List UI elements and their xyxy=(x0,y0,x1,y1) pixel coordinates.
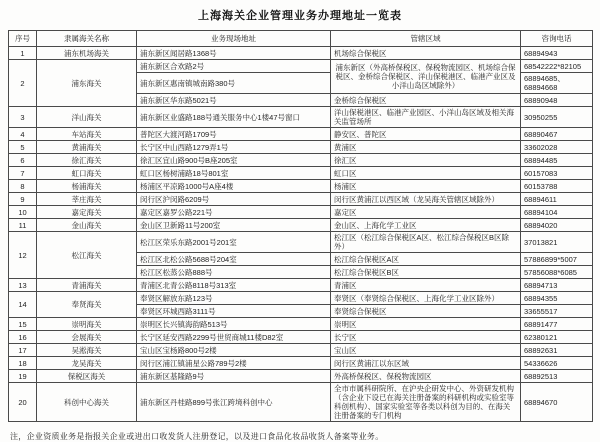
cell-address: 长宁区延安西路2299号世贸商城11楼D82室 xyxy=(137,331,331,344)
cell-phone: 68894685、68894668 xyxy=(521,73,593,94)
cell-address: 奉贤区环城西路3111号 xyxy=(137,305,331,318)
cell-customs-name: 金山海关 xyxy=(37,219,137,232)
table-row xyxy=(9,357,593,370)
cell-address: 青浦区北青公路8118号313室 xyxy=(137,279,331,292)
table-row xyxy=(9,292,593,305)
cell-region: 宝山区 xyxy=(331,344,521,357)
cell-phone: 68892631 xyxy=(521,344,593,357)
cell-seq: 9 xyxy=(9,193,37,206)
cell-region: 闵行区黄浦江以西区域（龙吴海关管辖区域除外） xyxy=(331,193,521,206)
footnote: 注，企业资质业务是指报关企业或进出口收发货人注册登记，以及进口食品化妆品收货人备案等业务。 xyxy=(10,432,384,441)
cell-seq: 18 xyxy=(9,357,37,370)
cell-address: 虹口区杨树浦路18号801室 xyxy=(137,167,331,180)
page-title: 上海海关企业管理业务办理地址一览表 xyxy=(198,10,402,22)
cell-address: 浦东新区闻居路1368号 xyxy=(137,47,331,60)
cell-seq: 13 xyxy=(9,279,37,292)
cell-region: 全市市属科研院所、在沪央企研发中心、外资研发机构（含企业下设已在海关注册备案的科研机构或实验室等科创机构）、国家实验室等各类以科创为目的、在海关注册备案的专门机构 xyxy=(331,383,521,422)
table-row xyxy=(9,331,593,344)
cell-phone: 68894713 xyxy=(521,279,593,292)
cell-region: 松江综合保税区A区 xyxy=(331,253,521,266)
table-body xyxy=(9,47,593,422)
cell-region: 浦东新区（外高桥保税区、保税物流园区、机场综合保税区、金桥综合保税区、洋山保税港区、临港产业区及小洋山岛区域除外） xyxy=(331,60,521,94)
cell-address: 奉贤区解放东路123号 xyxy=(137,292,331,305)
cell-seq: 10 xyxy=(9,206,37,219)
cell-customs-name: 会展海关 xyxy=(37,331,137,344)
cell-phone: 68894020 xyxy=(521,219,593,232)
cell-phone: 30950255 xyxy=(521,107,593,128)
cell-region: 洋山保税港区、临港产业园区、小洋山岛区域及相关海关监管场所 xyxy=(331,107,521,128)
cell-region: 机场综合保税区 xyxy=(331,47,521,60)
cell-seq: 19 xyxy=(9,370,37,383)
cell-address: 浦东新区合欢路2号 xyxy=(137,60,331,73)
cell-seq: 8 xyxy=(9,180,37,193)
cell-seq: 16 xyxy=(9,331,37,344)
header-cell-name: 隶属海关名称 xyxy=(37,31,137,47)
table-row xyxy=(9,279,593,292)
cell-customs-name: 黄浦海关 xyxy=(37,141,137,154)
table-row xyxy=(9,141,593,154)
table-row xyxy=(9,219,593,232)
cell-address: 浦东新区丹桂路899号张江跨境科创中心 xyxy=(137,383,331,422)
cell-phone: 68894104 xyxy=(521,206,593,219)
header-cell-address: 业务现场地址 xyxy=(137,31,331,47)
cell-seq: 7 xyxy=(9,167,37,180)
table-header-row xyxy=(9,31,593,47)
cell-address: 浦东新区华东路5021号 xyxy=(137,94,331,107)
header-cell-region: 管辖区域 xyxy=(331,31,521,47)
cell-region: 虹口区 xyxy=(331,167,521,180)
cell-customs-name: 保税区海关 xyxy=(37,370,137,383)
cell-customs-name: 莘庄海关 xyxy=(37,193,137,206)
table-row xyxy=(9,232,593,253)
cell-address: 松江区北松公路5688号204室 xyxy=(137,253,331,266)
table-row xyxy=(9,370,593,383)
cell-region: 静安区、普陀区 xyxy=(331,128,521,141)
cell-region: 青浦区 xyxy=(331,279,521,292)
cell-address: 长宁区中山西路1279弄1号 xyxy=(137,141,331,154)
cell-customs-name: 科创中心海关 xyxy=(37,383,137,422)
cell-address: 徐汇区宜山路900号B座205室 xyxy=(137,154,331,167)
cell-phone: 33602028 xyxy=(521,141,593,154)
cell-region: 闵行区黄浦江以东区域 xyxy=(331,357,521,370)
cell-address: 闵行区沪闵路6209号 xyxy=(137,193,331,206)
cell-customs-name: 洋山海关 xyxy=(37,107,137,128)
cell-seq: 1 xyxy=(9,47,37,60)
cell-address: 金山区卫新路11号200室 xyxy=(137,219,331,232)
cell-customs-name: 嘉定海关 xyxy=(37,206,137,219)
cell-phone: 62380121 xyxy=(521,331,593,344)
table-row xyxy=(9,167,593,180)
table-row xyxy=(9,60,593,73)
cell-region: 黄浦区 xyxy=(331,141,521,154)
cell-region: 嘉定区 xyxy=(331,206,521,219)
cell-customs-name: 车站海关 xyxy=(37,128,137,141)
cell-region: 崇明区 xyxy=(331,318,521,331)
cell-phone: 33655517 xyxy=(521,305,593,318)
cell-region: 外高桥保税区、保税物流园区 xyxy=(331,370,521,383)
cell-customs-name: 松江海关 xyxy=(37,232,137,279)
cell-phone: 60157083 xyxy=(521,167,593,180)
cell-customs-name: 虹口海关 xyxy=(37,167,137,180)
table-row xyxy=(9,206,593,219)
cell-region: 金山区、上海化学工业区 xyxy=(331,219,521,232)
cell-phone: 68894670 xyxy=(521,383,593,422)
header-cell-phone: 咨询电话 xyxy=(521,31,593,47)
cell-seq: 2 xyxy=(9,60,37,107)
cell-phone: 37013821 xyxy=(521,232,593,253)
cell-phone: 68894943 xyxy=(521,47,593,60)
cell-seq: 20 xyxy=(9,383,37,422)
cell-address: 宝山区宝杨路800号2楼 xyxy=(137,344,331,357)
cell-phone: 57856088*6085 xyxy=(521,266,593,279)
table-row xyxy=(9,107,593,128)
cell-seq: 12 xyxy=(9,232,37,279)
cell-address: 普陀区大渡河路1709号 xyxy=(137,128,331,141)
cell-address: 闵行区浦江镇浦星公路789号2楼 xyxy=(137,357,331,370)
cell-phone: 68894355 xyxy=(521,292,593,305)
cell-phone: 68894611 xyxy=(521,193,593,206)
header-cell-seq: 序号 xyxy=(9,31,37,47)
cell-seq: 15 xyxy=(9,318,37,331)
cell-seq: 6 xyxy=(9,154,37,167)
cell-seq: 14 xyxy=(9,292,37,318)
cell-customs-name: 青浦海关 xyxy=(37,279,137,292)
cell-address: 嘉定区嘉罗公路221号 xyxy=(137,206,331,219)
cell-address: 崇明区长兴镇海韵路513号 xyxy=(137,318,331,331)
cell-region: 奉贤区（奉贤综合保税区、上海化学工业区除外） xyxy=(331,292,521,305)
cell-seq: 4 xyxy=(9,128,37,141)
cell-region: 松江综合保税区B区 xyxy=(331,266,521,279)
cell-phone: 68542222*82105 xyxy=(521,60,593,73)
table-row xyxy=(9,180,593,193)
table-row xyxy=(9,318,593,331)
cell-seq: 3 xyxy=(9,107,37,128)
cell-phone: 68891477 xyxy=(521,318,593,331)
cell-region: 徐汇区 xyxy=(331,154,521,167)
table-row xyxy=(9,128,593,141)
table-row xyxy=(9,383,593,422)
cell-seq: 17 xyxy=(9,344,37,357)
cell-phone: 57886899*5007 xyxy=(521,253,593,266)
cell-customs-name: 徐汇海关 xyxy=(37,154,137,167)
cell-phone: 68894485 xyxy=(521,154,593,167)
cell-region: 杨浦区 xyxy=(331,180,521,193)
cell-region: 松江区（松江综合保税区A区、松江综合保税区B区除外） xyxy=(331,232,521,253)
table-row xyxy=(9,193,593,206)
cell-customs-name: 奉贤海关 xyxy=(37,292,137,318)
cell-phone: 68890467 xyxy=(521,128,593,141)
cell-region: 金桥综合保税区 xyxy=(331,94,521,107)
cell-region: 奉贤综合保税区 xyxy=(331,305,521,318)
table-row xyxy=(9,154,593,167)
cell-address: 浦东新区基隆路9号 xyxy=(137,370,331,383)
cell-phone: 60153788 xyxy=(521,180,593,193)
cell-seq: 5 xyxy=(9,141,37,154)
cell-address: 浦东新区惠南镇城南路380号 xyxy=(137,73,331,94)
cell-customs-name: 吴淞海关 xyxy=(37,344,137,357)
cell-phone: 68892513 xyxy=(521,370,593,383)
cell-customs-name: 浦东机场海关 xyxy=(37,47,137,60)
cell-address: 杨浦区平凉路1000号A座4楼 xyxy=(137,180,331,193)
table-row xyxy=(9,47,593,60)
cell-customs-name: 崇明海关 xyxy=(37,318,137,331)
cell-region: 长宁区 xyxy=(331,331,521,344)
table-row xyxy=(9,344,593,357)
cell-customs-name: 浦东海关 xyxy=(37,60,137,107)
cell-address: 松江区松蒸公路888号 xyxy=(137,266,331,279)
addresses-table xyxy=(8,30,593,422)
cell-address: 松江区荣乐东路2001号201室 xyxy=(137,232,331,253)
cell-seq: 11 xyxy=(9,219,37,232)
cell-address: 浦东新区业盛路188号通关服务中心1楼47号窗口 xyxy=(137,107,331,128)
cell-phone: 54336626 xyxy=(521,357,593,370)
cell-phone: 68890948 xyxy=(521,94,593,107)
cell-customs-name: 杨浦海关 xyxy=(37,180,137,193)
cell-customs-name: 龙吴海关 xyxy=(37,357,137,370)
